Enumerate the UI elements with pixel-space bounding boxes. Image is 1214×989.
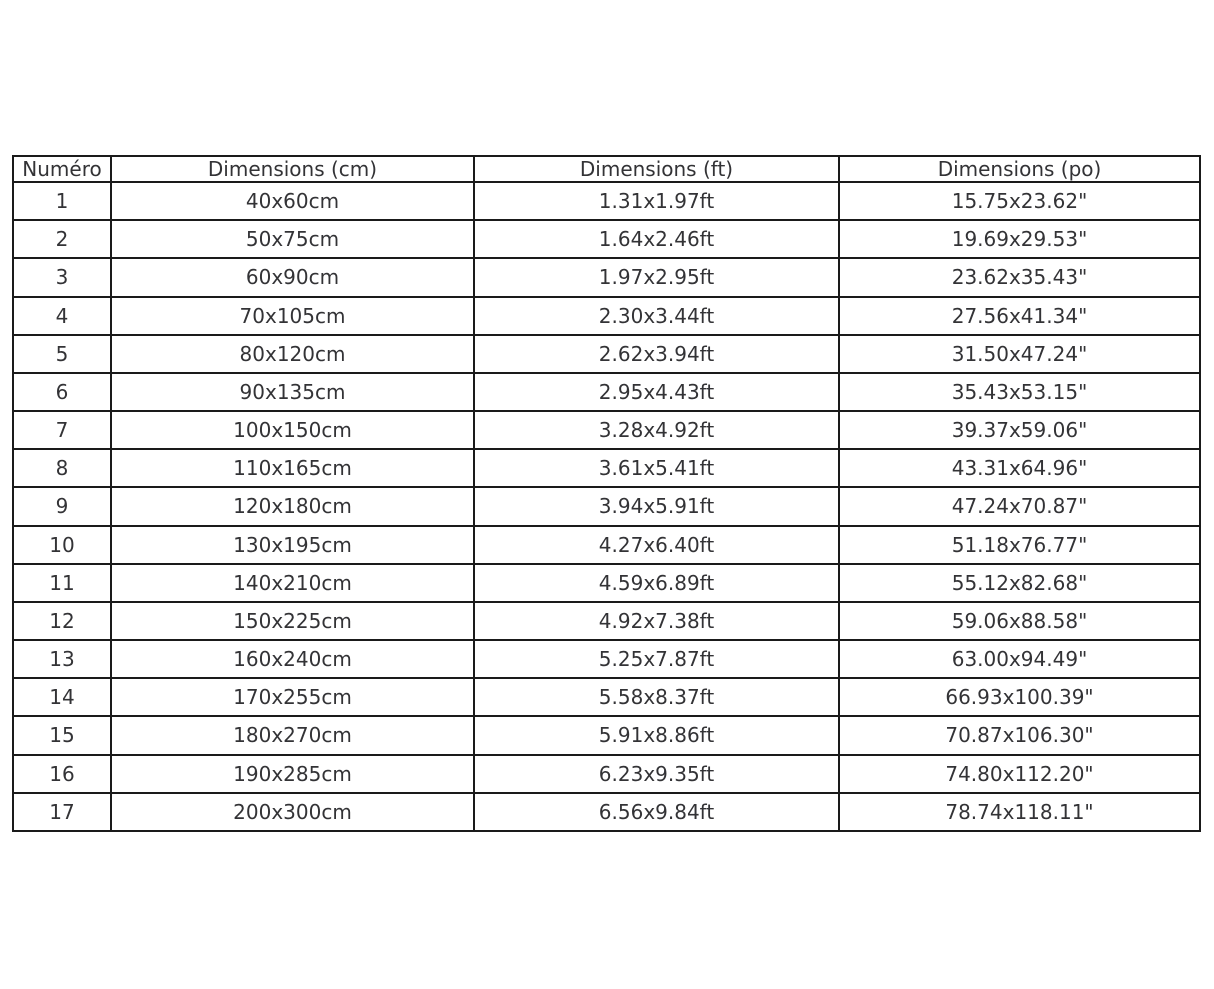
cell-dimensions-po: 55.12x82.68" — [839, 564, 1200, 602]
cell-numero: 11 — [13, 564, 111, 602]
cell-dimensions-po: 23.62x35.43" — [839, 258, 1200, 296]
cell-dimensions-cm: 150x225cm — [111, 602, 474, 640]
cell-dimensions-ft: 2.62x3.94ft — [474, 335, 839, 373]
cell-numero: 9 — [13, 487, 111, 525]
cell-numero: 16 — [13, 755, 111, 793]
cell-dimensions-cm: 50x75cm — [111, 220, 474, 258]
cell-dimensions-ft: 3.61x5.41ft — [474, 449, 839, 487]
table-row — [13, 373, 1200, 411]
cell-dimensions-ft: 1.64x2.46ft — [474, 220, 839, 258]
cell-dimensions-cm: 40x60cm — [111, 182, 474, 220]
cell-dimensions-po: 51.18x76.77" — [839, 526, 1200, 564]
table-row — [13, 526, 1200, 564]
cell-dimensions-po: 15.75x23.62" — [839, 182, 1200, 220]
header-numero: Numéro — [13, 156, 111, 182]
cell-dimensions-ft: 4.59x6.89ft — [474, 564, 839, 602]
table-row — [13, 335, 1200, 373]
cell-dimensions-cm: 180x270cm — [111, 716, 474, 754]
cell-numero: 10 — [13, 526, 111, 564]
cell-dimensions-cm: 160x240cm — [111, 640, 474, 678]
cell-dimensions-cm: 90x135cm — [111, 373, 474, 411]
cell-numero: 6 — [13, 373, 111, 411]
header-dimensions-po: Dimensions (po) — [839, 156, 1200, 182]
table-row — [13, 182, 1200, 220]
cell-dimensions-cm: 120x180cm — [111, 487, 474, 525]
cell-dimensions-cm: 60x90cm — [111, 258, 474, 296]
cell-dimensions-cm: 80x120cm — [111, 335, 474, 373]
cell-numero: 8 — [13, 449, 111, 487]
cell-dimensions-po: 19.69x29.53" — [839, 220, 1200, 258]
cell-dimensions-ft: 6.56x9.84ft — [474, 793, 839, 831]
cell-dimensions-po: 43.31x64.96" — [839, 449, 1200, 487]
cell-dimensions-cm: 140x210cm — [111, 564, 474, 602]
cell-dimensions-po: 78.74x118.11" — [839, 793, 1200, 831]
cell-numero: 5 — [13, 335, 111, 373]
table-row — [13, 602, 1200, 640]
table-row — [13, 411, 1200, 449]
cell-dimensions-cm: 100x150cm — [111, 411, 474, 449]
size-conversion-table — [12, 155, 1201, 832]
cell-dimensions-ft: 5.91x8.86ft — [474, 716, 839, 754]
cell-dimensions-ft: 2.95x4.43ft — [474, 373, 839, 411]
cell-dimensions-po: 35.43x53.15" — [839, 373, 1200, 411]
cell-dimensions-ft: 2.30x3.44ft — [474, 297, 839, 335]
cell-numero: 17 — [13, 793, 111, 831]
cell-dimensions-po: 31.50x47.24" — [839, 335, 1200, 373]
cell-dimensions-po: 63.00x94.49" — [839, 640, 1200, 678]
table-row — [13, 220, 1200, 258]
cell-numero: 3 — [13, 258, 111, 296]
cell-dimensions-po: 74.80x112.20" — [839, 755, 1200, 793]
table-row — [13, 678, 1200, 716]
cell-numero: 15 — [13, 716, 111, 754]
cell-dimensions-cm: 70x105cm — [111, 297, 474, 335]
cell-dimensions-cm: 130x195cm — [111, 526, 474, 564]
cell-numero: 2 — [13, 220, 111, 258]
cell-dimensions-ft: 6.23x9.35ft — [474, 755, 839, 793]
table-row — [13, 449, 1200, 487]
table-body — [13, 182, 1200, 831]
cell-dimensions-ft: 3.28x4.92ft — [474, 411, 839, 449]
cell-numero: 1 — [13, 182, 111, 220]
cell-dimensions-ft: 4.27x6.40ft — [474, 526, 839, 564]
table-row — [13, 258, 1200, 296]
cell-dimensions-cm: 200x300cm — [111, 793, 474, 831]
table-row — [13, 755, 1200, 793]
cell-dimensions-po: 27.56x41.34" — [839, 297, 1200, 335]
cell-dimensions-po: 70.87x106.30" — [839, 716, 1200, 754]
cell-dimensions-ft: 5.25x7.87ft — [474, 640, 839, 678]
cell-dimensions-cm: 170x255cm — [111, 678, 474, 716]
cell-numero: 13 — [13, 640, 111, 678]
cell-dimensions-cm: 110x165cm — [111, 449, 474, 487]
cell-dimensions-po: 66.93x100.39" — [839, 678, 1200, 716]
cell-numero: 7 — [13, 411, 111, 449]
table-row — [13, 564, 1200, 602]
cell-dimensions-ft: 3.94x5.91ft — [474, 487, 839, 525]
cell-numero: 14 — [13, 678, 111, 716]
cell-numero: 12 — [13, 602, 111, 640]
cell-dimensions-po: 39.37x59.06" — [839, 411, 1200, 449]
cell-dimensions-po: 47.24x70.87" — [839, 487, 1200, 525]
table-row — [13, 793, 1200, 831]
cell-dimensions-po: 59.06x88.58" — [839, 602, 1200, 640]
header-row — [13, 156, 1200, 182]
cell-dimensions-ft: 5.58x8.37ft — [474, 678, 839, 716]
cell-dimensions-ft: 1.97x2.95ft — [474, 258, 839, 296]
table-row — [13, 640, 1200, 678]
header-dimensions-cm: Dimensions (cm) — [111, 156, 474, 182]
cell-dimensions-ft: 4.92x7.38ft — [474, 602, 839, 640]
table-row — [13, 297, 1200, 335]
header-dimensions-ft: Dimensions (ft) — [474, 156, 839, 182]
cell-dimensions-cm: 190x285cm — [111, 755, 474, 793]
table-row — [13, 716, 1200, 754]
dimensions-table — [12, 155, 1201, 832]
table-row — [13, 487, 1200, 525]
cell-numero: 4 — [13, 297, 111, 335]
cell-dimensions-ft: 1.31x1.97ft — [474, 182, 839, 220]
